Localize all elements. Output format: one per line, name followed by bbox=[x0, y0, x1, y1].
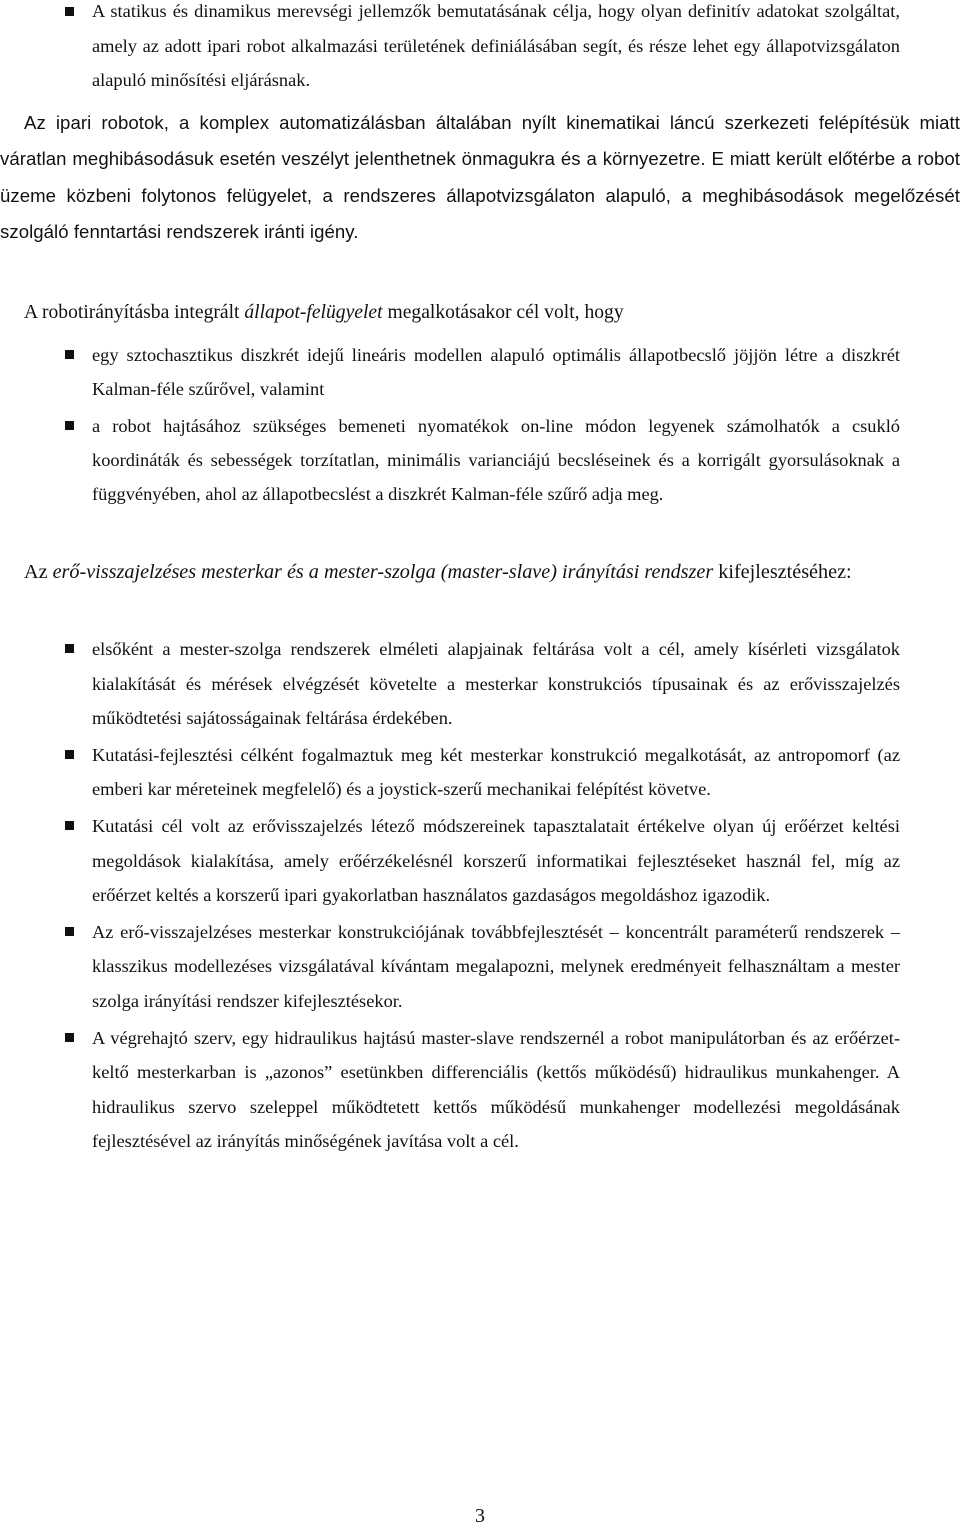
list-item: A végrehajtó szerv, egy hidraulikus hajtású master-slave rendszernél a robot manipulátorban és az erőérzet-keltő mesterkarban is „azonos” esetünkben differenciális (kettős működésű) hidraulikus munkahenger. A hidraulikus szervo szeleppel működtetett kettős működésű munkahenger modellezési megoldásának fejlesztésével az irányítás minőségének javítása volt a cél. bbox=[92, 1021, 900, 1159]
paragraph-3-before: Az bbox=[24, 561, 53, 583]
list-item: elsőként a mester-szolga rendszerek elméleti alapjainak feltárása volt a cél, amely kísérleti vizsgálatok kialakítását és mérések elvégzését követelte a mesterkar konstrukciós típusainak és az erővisszajelzés működtetési sajátosságainak feltárása érdekében. bbox=[92, 632, 900, 736]
master-slave-list bbox=[92, 632, 900, 1161]
paragraph-robot-monitoring: Az ipari robotok, a komplex automatizálásban általában nyílt kinematikai láncú szerkezeti felépítésük miatt váratlan meghibásodásuk esetén veszélyt jelenthetnek önmagukra és a környezetre. E miatt került előtérbe a robot üzeme közbeni folytonos felügyelet, a rendszeres állapotvizsgálaton alapuló, a meghibásodások megelőzését szolgáló fenntartási rendszerek iránti igény. bbox=[0, 112, 960, 242]
list-item: Kutatási-fejlesztési célként fogalmaztuk meg két mesterkar konstrukció megalkotását, az antropomorf (az emberi kar méreteinek megfelelő) és a joystick-szerű mechanikai felépítést követve. bbox=[92, 738, 900, 807]
intro-bullet-text: A statikus és dinamikus merevségi jellemzők bemutatásának célja, hogy olyan definitív adatokat szolgáltat, amely az adott ipari robot alkalmazási területének definiálásában segít, és része lehet egy állapotvizsgálaton alapuló minősítési eljárásnak. bbox=[92, 1, 900, 90]
paragraph-3-emphasis: erő-visszajelzéses mesterkar és a mester-szolga (master-slave) irányítási rendszer bbox=[52, 561, 714, 583]
list-item: Az erő-visszajelzéses mesterkar konstrukciójának továbbfejlesztését – koncentrált paraméterű rendszerek – klasszikus modellezéses vizsgálatával kívántam megalapozni, melynek eredményeit felhasználtam a mester szolga irányítási rendszer kifejlesztésekor. bbox=[92, 915, 900, 1019]
paragraph-2-after: megalkotásakor cél volt, hogy bbox=[382, 302, 624, 323]
list-item: Kutatási cél volt az erővisszajelzés létező módszereinek tapasztalatait értékelve olyan új erőérzet keltési megoldások kialakítása, amely erőérzékelésnél korszerű informatikai fejlesztéseket használ fel, míg az erőérzet keltés a korszerű ipari gyakorlatban használatos gazdaságos megoldáshoz igazodik. bbox=[92, 809, 900, 913]
paragraph-2-emphasis: állapot-felügyelet bbox=[244, 302, 383, 323]
paragraph-3-after: kifejlesztéséhez: bbox=[713, 561, 852, 583]
list-item: egy sztochasztikus diszkrét idejű lineáris modellen alapuló optimális állapotbecslő jöjjön létre a diszkrét Kalman-féle szűrővel, valamint bbox=[92, 338, 900, 407]
page-number: 3 bbox=[475, 1505, 485, 1527]
paragraph-master-slave bbox=[0, 554, 960, 591]
state-monitoring-list bbox=[92, 338, 900, 513]
paragraph-state-monitoring bbox=[0, 295, 960, 331]
intro-bullet-item bbox=[92, 0, 900, 98]
list-item: a robot hajtásához szükséges bemeneti nyomatékok on-line módon legyenek számolhatók a csukló koordináták és sebességek torzítatlan, minimális varianciájú becsléseinek és a korrigált gyorsulásoknak a függvényében, ahol az állapotbecslést a diszkrét Kalman-féle szűrő adja meg. bbox=[92, 409, 900, 512]
paragraph-2-before: A robotirányításba integrált bbox=[24, 302, 245, 323]
